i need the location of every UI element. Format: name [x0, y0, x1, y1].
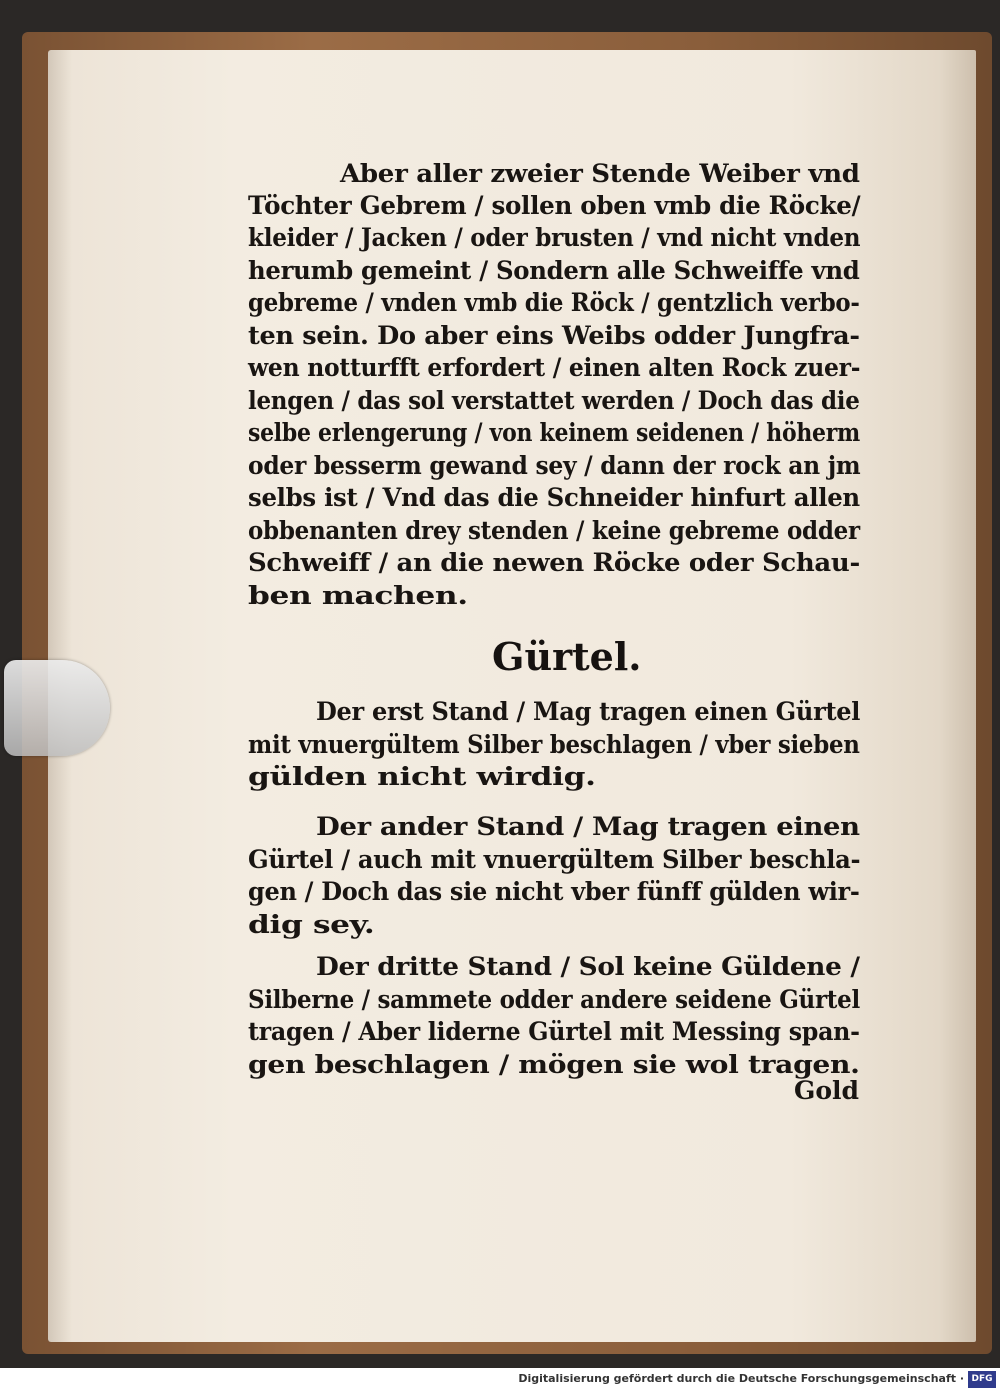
footer-bar: [0, 1368, 1000, 1392]
text-line: tragen / Aber liderne Gürtel mit Messing span-: [248, 1017, 860, 1046]
text-line: herumb gemeint / Sondern alle Schweiffe vnd: [248, 256, 860, 285]
text-line: mit vnuergültem Silber beschlagen / vber sieben: [248, 730, 860, 759]
page-clip: [4, 660, 110, 756]
text-line: kleider / Jacken / oder brusten / vnd nicht vnden: [248, 223, 861, 252]
text-line: selbs ist / Vnd das die Schneider hinfurt allen: [248, 483, 860, 512]
text-line: Schweiff / an die newen Röcke oder Schau-: [248, 548, 860, 577]
text-line: Der erst Stand / Mag tragen einen Gürtel: [316, 697, 861, 726]
section-heading: Gürtel.: [492, 634, 642, 679]
text-line: ben machen.: [248, 581, 468, 610]
text-line: gülden nicht wirdig.: [248, 762, 596, 791]
text-line: Der dritte Stand / Sol keine Güldene /: [316, 952, 860, 981]
text-line: ten sein. Do aber eins Weibs odder Jungfra-: [248, 321, 860, 350]
text-line: Töchter Gebrem / sollen oben vmb die Röcke/: [248, 191, 861, 220]
dfg-logo-icon: DFG: [968, 1371, 996, 1388]
text-line: obbenanten drey stenden / keine gebreme odder: [248, 516, 860, 545]
text-line: Gürtel / auch mit vnuergültem Silber beschla-: [248, 845, 861, 874]
text-line: gebreme / vnden vmb die Röck / gentzlich verbo-: [248, 288, 860, 317]
text-line: gen beschlagen / mögen sie wol tragen.: [248, 1050, 860, 1079]
text-line: gen / Doch das sie nicht vber fünff gülden wir-: [248, 877, 860, 906]
text-line: Silberne / sammete odder andere seidene Gürtel: [248, 985, 860, 1014]
funding-notice: Digitalisierung gefördert durch die Deutsche Forschungsgemeinschaft ·: [518, 1372, 964, 1385]
text-line: wen notturfft erfordert / einen alten Rock zuer-: [248, 353, 861, 382]
text-line: oder besserm gewand sey / dann der rock an jm: [248, 451, 861, 480]
text-line: selbe erlengerung / von keinem seidenen / höherm: [248, 418, 861, 447]
text-line: Der ander Stand / Mag tragen einen: [316, 812, 860, 841]
catchword: Gold: [793, 1076, 859, 1105]
text-line: lengen / das sol verstattet werden / Doch das die: [248, 386, 860, 415]
text-line: dig sey.: [248, 910, 375, 939]
text-line: Aber aller zweier Stende Weiber vnd: [340, 159, 860, 188]
